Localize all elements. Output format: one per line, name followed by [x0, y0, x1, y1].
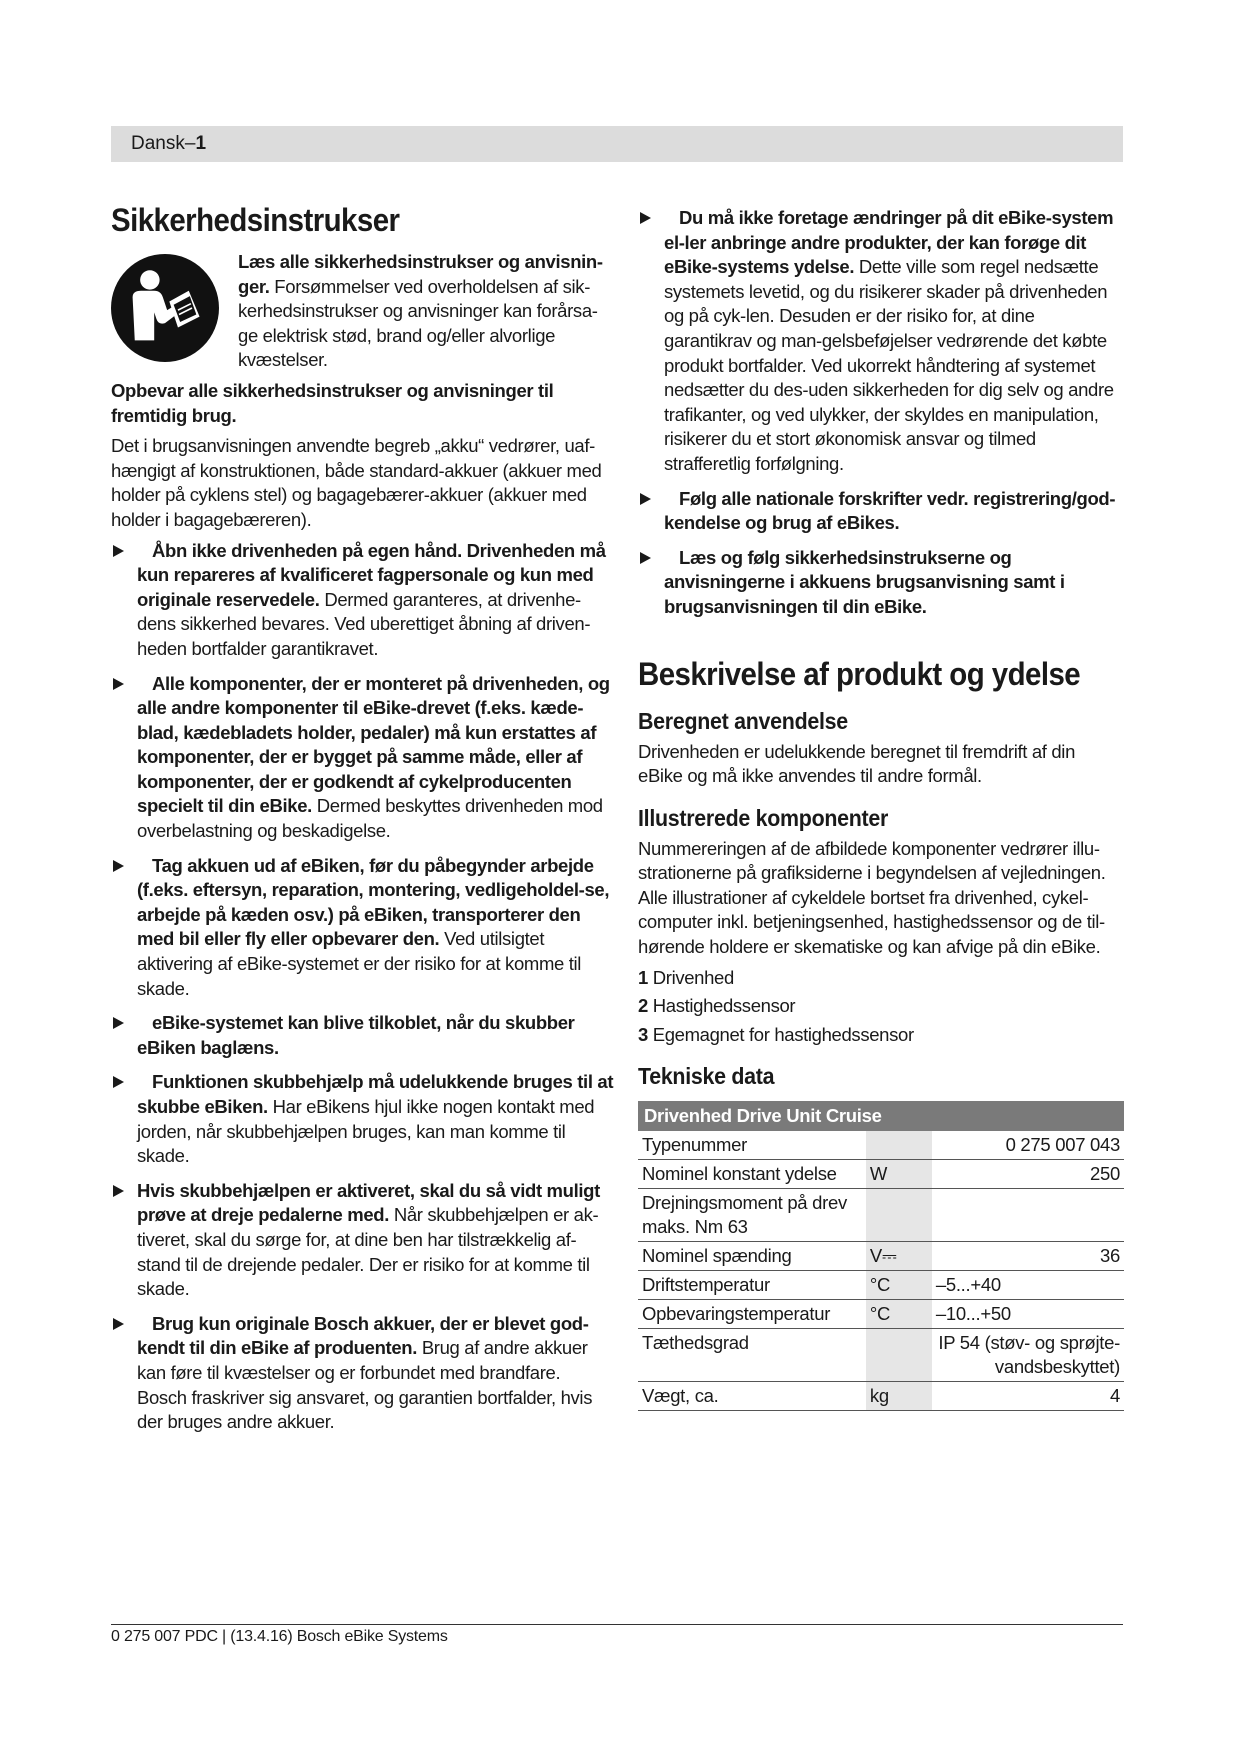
bullet-arrow-icon [113, 1076, 124, 1088]
safety-bullet: Funktionen skubbehjælp må udelukkende bruges til at skubbe eBiken. Har eBikens hjul ikke nogen kontakt med jorden, når skubbehjælpen bruges, kan man komme til skade. [111, 1070, 614, 1168]
tech-data-title: Tekniske data [638, 1063, 775, 1090]
component-item: 3 Egemagnet for hastighedssensor [638, 1023, 914, 1045]
header-language: Dansk [131, 133, 185, 154]
component-item: 2 Hastighedssensor [638, 995, 796, 1017]
bullet-arrow-icon [113, 1017, 124, 1029]
safety-bullet: Alle komponenter, der er monteret på drivenheden, og alle andre komponenter til eBike-drevet (f.eks. kæde-blad, kædebladets holder, pedaler) må kun erstattes af komponenter, der er bygget på samme måde, eller af komponenter, der er godkendt af cykelproducenten specielt til din eBike. Dermed beskyttes drivenheden mod overbelastning og beskadigelse. [111, 672, 614, 844]
table-row: Nominel konstant ydelse W 250 [638, 1160, 1124, 1189]
safety-bullet: Læs og følg sikkerhedsinstrukserne og anvisningerne i akkuens brugsanvisning samt i brugsanvisningen til din eBike. [638, 546, 1124, 620]
safety-bullet: Følg alle nationale forskrifter vedr. registrering/god-kendelse og brug af eBikes. [638, 487, 1124, 536]
safety-bullet: Tag akkuen ud af eBiken, før du påbegynder arbejde (f.eks. eftersyn, reparation, montering, vedligeholdel-se, arbejde på kæden osv.) på eBiken, transporterer den med bil eller fly eller opbevarer den. Ved utilsigtet aktivering af eBike-systemet er der risiko for at komme til skade. [111, 854, 614, 1002]
page-header [111, 126, 1123, 162]
safety-bullet: Hvis skubbehjælpen er aktiveret, skal du så vidt muligt prøve at dreje pedalerne med. Når skubbehjælpen er ak-tiveret, skal du sørge for, at dine ben har tilstrækkelig af-stand til de drejende pedaler. Der er risiko for at komme til skade. [111, 1179, 614, 1302]
bullet-arrow-icon [113, 1318, 124, 1330]
safety-title: Sikkerhedsinstrukser [111, 202, 400, 238]
components-text: Nummereringen af de afbildede komponenter vedrører illu-strationerne på grafiksiderne i begyndelsen af vejledningen. Alle illustrationer af cykeldele bortset fra drivenhed, cykel-computer inkl. betjeningsenhed, hastighedssensor og de til-hørende holdere er skematiske og kan afvige på din eBike. [638, 837, 1106, 958]
description-title: Beskrivelse af produkt og ydelse [638, 655, 1081, 692]
intended-use-title: Beregnet anvendelse [638, 707, 848, 734]
header-page-number: 1 [195, 133, 207, 154]
table-header: Drivenhed Drive Unit Cruise [638, 1101, 1124, 1131]
page-footer: 0 275 007 PDC | (13.4.16) Bosch eBike Systems [111, 1628, 448, 1645]
safety-keep-note: Opbevar alle sikkerhedsinstrukser og anvisninger til fremtidig brug. [111, 379, 554, 426]
bullet-arrow-icon [113, 860, 124, 872]
table-row: Opbevaringstemperatur °C –10...+50 [638, 1300, 1124, 1329]
safety-bullet: Åbn ikke drivenheden på egen hånd. Drivenheden må kun repareres af kvalificeret fagpersonale og kun med originale reservedele. Dermed garanteres, at drivenhe-dens sikkerhed bevares. Ved uberettiget åbning af driven-heden bortfalder garantikravet. [111, 539, 614, 662]
table-row: Drejningsmoment på drev maks. Nm 63 [638, 1189, 1124, 1242]
header-separator: – [184, 133, 196, 154]
table-row: Nominel spænding V⎓ 36 [638, 1242, 1124, 1271]
tech-data-table [638, 1101, 1124, 1411]
table-row: Driftstemperatur °C –5...+40 [638, 1271, 1124, 1300]
intended-use-text: Drivenheden er udelukkende beregnet til fremdrift af din eBike og må ikke anvendes til andre formål. [638, 740, 1076, 787]
safety-bullet: Du må ikke foretage ændringer på dit eBike-system el-ler anbringe andre produkter, der kan forøge dit eBike-systems ydelse. Dette ville som regel nedsætte systemets levetid, og du risikerer skader på drivenheden og på cyk-len. Desuden er der risiko for, at dine garantikrav og man-gelsbeføjelser vedrørende det købte produkt bortfalder. Ved ukorrekt håndtering af systemet nedsætter du des-uden sikkerheden for dig selv og andre trafikanter, og ved ulykker, der skyldes en manipulation, risikerer du et stort økonomisk ansvar og tilmed strafferetlig forfølgning. [638, 206, 1124, 477]
bullet-arrow-icon [113, 1185, 124, 1197]
table-row: Tæthedsgrad IP 54 (støv- og sprøjte-vandsbeskyttet) [638, 1329, 1124, 1382]
bullet-arrow-icon [640, 493, 651, 505]
footer-divider [111, 1624, 1123, 1625]
table-header-row [638, 1101, 1124, 1131]
components-title: Illustrerede komponenter [638, 804, 889, 831]
safety-intro-text: Læs alle sikkerhedsinstrukser og anvisnin-ger. Forsømmelser ved overholdelsen af sik-kerhedsinstrukser og anvisninger kan forårsa-ge elektrisk stød, brand og/eller alvorlige kvæstelser. [238, 251, 603, 371]
bullet-arrow-icon [113, 545, 124, 557]
left-column [111, 200, 614, 1435]
bullet-arrow-icon [640, 212, 651, 224]
safety-bullet: eBike-systemet kan blive tilkoblet, når du skubber eBiken baglæns. [111, 1011, 614, 1060]
table-row: Typenummer 0 275 007 043 [638, 1131, 1124, 1160]
bullet-arrow-icon [640, 552, 651, 564]
safety-intro [111, 250, 614, 373]
bullet-arrow-icon [113, 678, 124, 690]
safety-bullet: Brug kun originale Bosch akkuer, der er blevet god-kendt til din eBike af produenten. Brug af andre akkuer kan føre til kvæstelser og er forbundet med brandfare. Bosch fraskriver sig ansvaret, og garantien bortfalder, hvis der bruges andre akkuer. [111, 1312, 614, 1435]
right-column [638, 206, 1124, 1411]
akku-note: Det i brugsanvisningen anvendte begreb „akku“ vedrører, uaf-hængigt af konstruktionen, både standard-akkuer (akkuer med holder på cyklens stel) og bagagebærer-akkuer (akkuer med holder i bagagebæreren). [111, 435, 602, 530]
read-manual-icon [111, 254, 219, 362]
table-row: Vægt, ca. kg 4 [638, 1382, 1124, 1411]
component-item: 1 Drivenhed [638, 966, 734, 988]
